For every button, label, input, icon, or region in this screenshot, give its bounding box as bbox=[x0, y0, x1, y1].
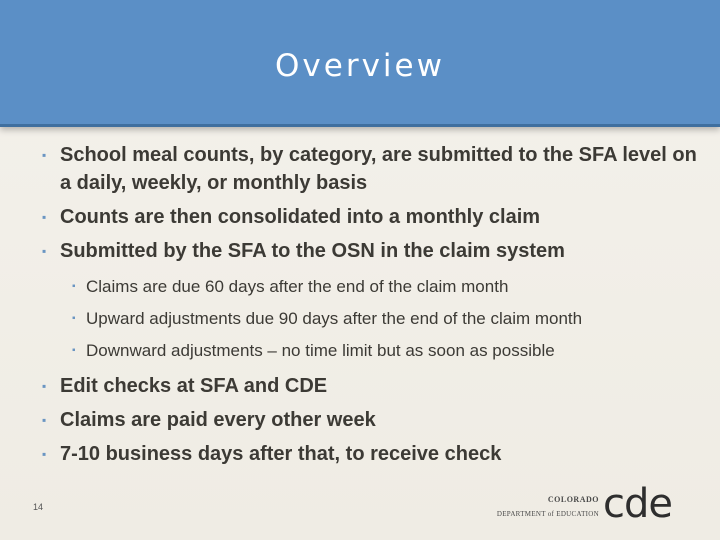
square-bullet-icon: ▪ bbox=[42, 244, 47, 258]
logo-mark: cde bbox=[603, 481, 672, 527]
cde-logo bbox=[489, 481, 694, 527]
bullet-item bbox=[42, 203, 702, 231]
sub-bullet-item bbox=[72, 275, 702, 298]
square-bullet-icon: ▪ bbox=[72, 281, 76, 292]
title-bar bbox=[0, 0, 720, 127]
bullet-item bbox=[42, 237, 702, 265]
square-bullet-icon: ▪ bbox=[42, 210, 47, 224]
bullet-item bbox=[42, 372, 702, 400]
sub-bullet-text: Claims are due 60 days after the end of the claim month bbox=[86, 277, 509, 296]
logo-colorado-text: COLORADO bbox=[547, 495, 599, 504]
sub-bullet-text: Upward adjustments due 90 days after the end of the claim month bbox=[86, 309, 583, 328]
bullet-item bbox=[42, 141, 702, 197]
square-bullet-icon: ▪ bbox=[42, 379, 47, 393]
bullet-item bbox=[42, 440, 702, 468]
square-bullet-icon: ▪ bbox=[72, 313, 76, 324]
bullet-text: Edit checks at SFA and CDE bbox=[60, 375, 328, 397]
bullet-text: Counts are then consolidated into a monthly claim bbox=[60, 206, 541, 228]
square-bullet-icon: ▪ bbox=[42, 447, 47, 461]
logo-department-text: DEPARTMENT of EDUCATION bbox=[496, 510, 599, 518]
square-bullet-icon: ▪ bbox=[72, 345, 76, 356]
page-number: 14 bbox=[33, 502, 44, 512]
slide-content bbox=[42, 141, 702, 474]
bullet-text: 7-10 business days after that, to receive check bbox=[60, 443, 502, 465]
slide-title: Overview bbox=[275, 48, 445, 84]
sub-bullet-list bbox=[42, 275, 702, 362]
bullet-text: Submitted by the SFA to the OSN in the claim system bbox=[60, 240, 565, 262]
sub-bullet-text: Downward adjustments – no time limit but as soon as possible bbox=[86, 341, 555, 360]
bullet-text: Claims are paid every other week bbox=[60, 409, 376, 431]
bullet-item bbox=[42, 406, 702, 434]
square-bullet-icon: ▪ bbox=[42, 148, 47, 162]
sub-bullet-item bbox=[72, 339, 702, 362]
square-bullet-icon: ▪ bbox=[42, 413, 47, 427]
bullet-text: School meal counts, by category, are submitted to the SFA level on a daily, weekly, or monthly basis bbox=[60, 144, 697, 194]
sub-bullet-item bbox=[72, 307, 702, 330]
